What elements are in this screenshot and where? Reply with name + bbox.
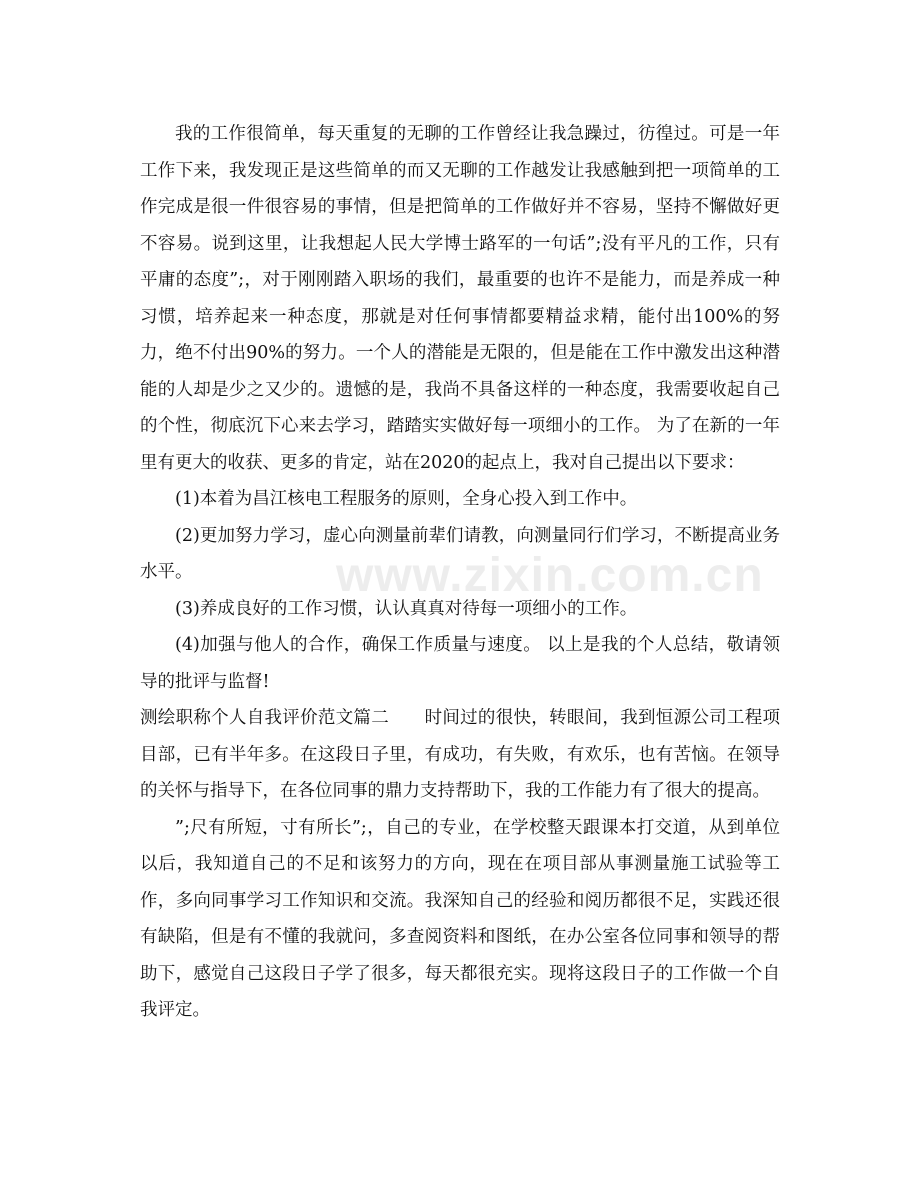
watermark: www.zixin.com.cn	[336, 549, 764, 602]
paragraph-work-reflection: 我的工作很简单，每天重复的无聊的工作曾经让我急躁过，彷徨过。可是一年工作下来，我发现正是这些简单的而又无聊的工作越发让我感触到把一项简单的工作完成是很一件很容易的事情，但是把简单的工作做好并不容易，坚持不懈做好更不容易。说到这里，让我想起人民大学博士路军的一句话”;没有平凡的工作，只有平庸的态度”;，对于刚刚踏入职场的我们，最重要的也许不是能力，而是养成一种习惯，培养起来一种态度，那就是对任何事情都要精益求精，能付出100%的努力，绝不付出90%的努力。一个人的潜能是无限的，但是能在工作中激发出这种潜能的人却是少之又少的。遗憾的是，我尚不具备这样的一种态度，我需要收起自己的个性，彻底沉下心来去学习，踏踏实实做好每一项细小的工作。 为了在新的一年里有更大的收获、更多的肯定，站在2020的起点上，我对自己提出以下要求：	[140, 124, 780, 473]
paragraph-essay-two-intro: 测绘职称个人自我评价范文篇二 时间过的很快，转眼间，我到恒源公司工程项目部，已有半年多。在这段日子里，有成功，有失败，有欢乐，也有苦恼。在领导的关怀与指导下，在各位同事的鼎力支持帮助下，我的工作能力有了很大的提高。	[140, 708, 780, 801]
document-body	[140, 116, 780, 1029]
requirement-item-2: (2)更加努力学习，虚心向测量前辈们请教，向测量同行们学习，不断提高业务水平。	[140, 525, 780, 582]
requirement-item-1: (1)本着为昌江核电工程服务的原则，全身心投入到工作中。	[175, 489, 638, 509]
requirement-item-4: (4)加强与他人的合作，确保工作质量与速度。 以上是我的个人总结，敬请领导的批评与监督!	[140, 635, 780, 692]
requirement-item-3: (3)养成良好的工作习惯，认认真真对待每一项细小的工作。	[175, 598, 638, 619]
paragraph-self-assessment: ”;尺有所短，寸有所长”;，自己的专业，在学校整天跟课本打交道，从到单位以后，我知道自己的不足和该努力的方向，现在在项目部从事测量施工试验等工作，多向同事学习工作知识和交流。我深知自己的经验和阅历都很不足，实践还很有缺陷，但是有不懂的我就问，多查阅资料和图纸，在办公室各位同事和领导的帮助下，感觉自己这段日子学了很多，每天都很充实。现将这段日子的工作做一个自我评定。	[140, 817, 780, 1020]
